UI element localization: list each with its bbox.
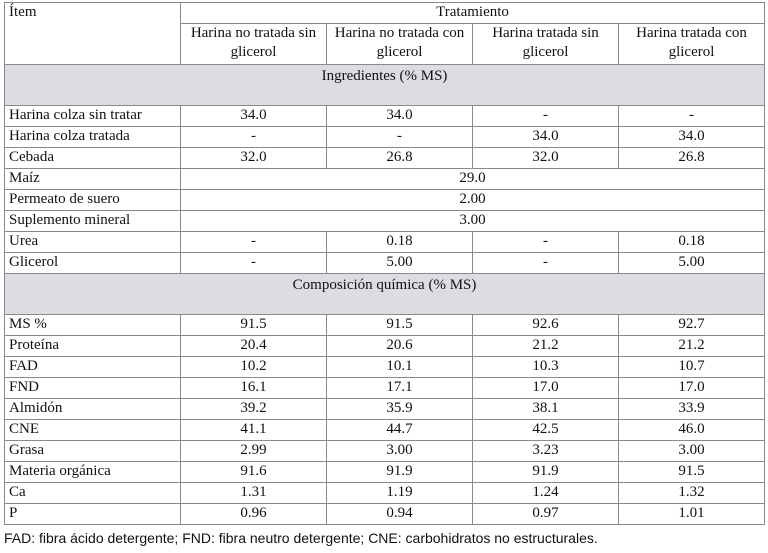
table-cell: 33.9: [619, 399, 765, 420]
table-cell: -: [473, 106, 619, 127]
table-cell: -: [181, 232, 327, 253]
table-cell: 34.0: [181, 106, 327, 127]
table-cell: -: [619, 106, 765, 127]
section-header-row: [5, 65, 765, 106]
table-cell: 91.9: [327, 462, 473, 483]
table-cell: 26.8: [619, 148, 765, 169]
table-cell: -: [181, 253, 327, 274]
table-cell: 35.9: [327, 399, 473, 420]
table-cell: 39.2: [181, 399, 327, 420]
section-title: Composición química (% MS): [5, 274, 765, 315]
table-cell: 17.0: [473, 378, 619, 399]
table-row: [5, 127, 765, 148]
table-cell: 2.99: [181, 441, 327, 462]
table-cell: 17.1: [327, 378, 473, 399]
table-row: [5, 253, 765, 274]
table-cell: 0.18: [327, 232, 473, 253]
section-header-row: [5, 274, 765, 315]
footnote: FAD: fibra ácido detergente; FND: fibra neutro detergente; CNE: carbohidratos no estructurales.: [4, 530, 598, 546]
table-row: [5, 106, 765, 127]
section-title: Ingredientes (% MS): [5, 65, 765, 106]
table-cell: 92.7: [619, 315, 765, 336]
row-label: Cebada: [5, 148, 181, 169]
table-cell: -: [473, 232, 619, 253]
table-row: [5, 462, 765, 483]
table-cell: 21.2: [619, 336, 765, 357]
table-cell: 10.1: [327, 357, 473, 378]
row-label: Harina colza tratada: [5, 127, 181, 148]
row-label: Almidón: [5, 399, 181, 420]
table-cell: 21.2: [473, 336, 619, 357]
merged-cell: 29.0: [181, 169, 765, 190]
row-label: Permeato de suero: [5, 190, 181, 211]
table-cell: 5.00: [619, 253, 765, 274]
table-cell: 1.01: [619, 504, 765, 525]
column-header: Harina tratada con glicerol: [619, 24, 765, 65]
table-cell: 91.5: [327, 315, 473, 336]
row-label: MS %: [5, 315, 181, 336]
table-row: [5, 336, 765, 357]
column-header: Harina tratada sin glicerol: [473, 24, 619, 65]
table-row: [5, 357, 765, 378]
table-cell: 0.96: [181, 504, 327, 525]
table-cell: -: [181, 127, 327, 148]
table-cell: 1.24: [473, 483, 619, 504]
table-row: [5, 441, 765, 462]
table-row: [5, 169, 765, 190]
table-cell: 1.32: [619, 483, 765, 504]
table-cell: 32.0: [473, 148, 619, 169]
table-cell: 92.6: [473, 315, 619, 336]
treatment-group-header: Tratamiento: [181, 3, 765, 24]
table-cell: -: [473, 253, 619, 274]
table-row: [5, 504, 765, 525]
table-cell: 3.00: [327, 441, 473, 462]
table-body: [5, 3, 765, 525]
table-cell: 91.6: [181, 462, 327, 483]
table-cell: 10.3: [473, 357, 619, 378]
row-label: Proteína: [5, 336, 181, 357]
header-row-group: [5, 3, 765, 24]
table-row: [5, 190, 765, 211]
table-row: [5, 420, 765, 441]
table-cell: 34.0: [473, 127, 619, 148]
table-cell: 3.23: [473, 441, 619, 462]
merged-cell: 3.00: [181, 211, 765, 232]
table-cell: 20.4: [181, 336, 327, 357]
row-label: Materia orgánica: [5, 462, 181, 483]
table-cell: -: [327, 127, 473, 148]
diet-composition-table: [4, 2, 765, 525]
row-label: Glicerol: [5, 253, 181, 274]
table-cell: 34.0: [619, 127, 765, 148]
table-cell: 42.5: [473, 420, 619, 441]
table-cell: 91.9: [473, 462, 619, 483]
table-cell: 46.0: [619, 420, 765, 441]
item-column-header: Ítem: [5, 3, 181, 65]
row-label: P: [5, 504, 181, 525]
table-cell: 38.1: [473, 399, 619, 420]
table-row: [5, 399, 765, 420]
row-label: FAD: [5, 357, 181, 378]
table-cell: 0.97: [473, 504, 619, 525]
table-row: [5, 315, 765, 336]
table-cell: 10.2: [181, 357, 327, 378]
table-cell: 1.31: [181, 483, 327, 504]
row-label: Maíz: [5, 169, 181, 190]
table-cell: 34.0: [327, 106, 473, 127]
table-cell: 91.5: [619, 462, 765, 483]
table-cell: 44.7: [327, 420, 473, 441]
row-label: Urea: [5, 232, 181, 253]
table-cell: 20.6: [327, 336, 473, 357]
row-label: Suplemento mineral: [5, 211, 181, 232]
table-cell: 26.8: [327, 148, 473, 169]
table-cell: 16.1: [181, 378, 327, 399]
row-label: CNE: [5, 420, 181, 441]
table-cell: 17.0: [619, 378, 765, 399]
table-row: [5, 232, 765, 253]
row-label: Harina colza sin tratar: [5, 106, 181, 127]
table-cell: 41.1: [181, 420, 327, 441]
table-row: [5, 148, 765, 169]
table-cell: 5.00: [327, 253, 473, 274]
merged-cell: 2.00: [181, 190, 765, 211]
column-header: Harina no tratada sin glicerol: [181, 24, 327, 65]
table-cell: 10.7: [619, 357, 765, 378]
row-label: FND: [5, 378, 181, 399]
table-row: [5, 378, 765, 399]
table-cell: 91.5: [181, 315, 327, 336]
table-cell: 1.19: [327, 483, 473, 504]
table-row: [5, 483, 765, 504]
row-label: Ca: [5, 483, 181, 504]
table-cell: 3.00: [619, 441, 765, 462]
column-header: Harina no tratada con glicerol: [327, 24, 473, 65]
table-cell: 32.0: [181, 148, 327, 169]
table-cell: 0.18: [619, 232, 765, 253]
row-label: Grasa: [5, 441, 181, 462]
table-cell: 0.94: [327, 504, 473, 525]
table-row: [5, 211, 765, 232]
